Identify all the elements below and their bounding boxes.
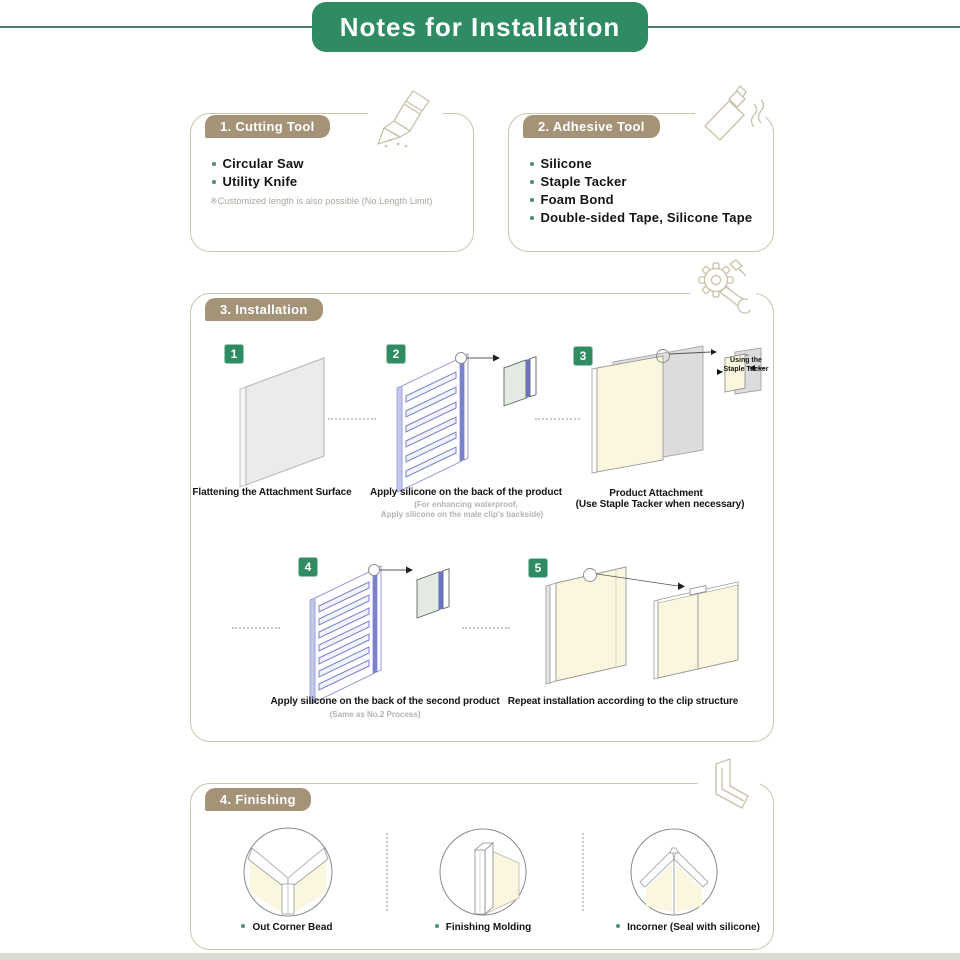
incorner-circle-diagram xyxy=(628,826,720,918)
step-3-badge: 3 xyxy=(573,346,593,366)
header-line-left xyxy=(0,26,312,28)
bullet-dot-icon xyxy=(530,180,534,184)
bullet-dot-icon xyxy=(530,198,534,202)
step-4-diagram xyxy=(305,560,455,705)
step-1-diagram xyxy=(232,352,342,492)
staple-tacker-annotation xyxy=(718,356,774,374)
bottom-bar xyxy=(0,953,960,960)
item-label: Double-sided Tape, Silicone Tape xyxy=(540,210,753,225)
page-header xyxy=(0,2,960,52)
step-5-badge: 5 xyxy=(528,558,548,578)
step-4-badge: 4 xyxy=(298,557,318,577)
step-4-caption: Apply silicone on the back of the second product xyxy=(270,696,500,707)
step-1-caption: Flattening the Attachment Surface xyxy=(192,487,352,498)
step-1-badge: 1 xyxy=(224,344,244,364)
bullet-dot-icon xyxy=(616,924,620,928)
step-4-subcaption: (Same as No.2 Process) xyxy=(329,710,421,719)
dotted-separator xyxy=(462,627,510,629)
bullet-dot-icon xyxy=(212,180,216,184)
step-2-badge: 2 xyxy=(386,344,406,364)
step-5-caption: Repeat installation according to the clip structure xyxy=(507,696,739,707)
finishing-caption-1 xyxy=(207,922,367,933)
item-label: Utility Knife xyxy=(222,174,298,189)
bullet-dot-icon xyxy=(435,924,439,928)
silicone-gun-icon xyxy=(695,84,765,150)
finishing-caption-3 xyxy=(588,922,788,933)
page-title: Notes for Installation xyxy=(312,2,649,52)
annotation-line-1: Using the xyxy=(730,357,762,364)
step-3-subcaption: (Use Staple Tacker when necessary) xyxy=(575,499,745,510)
bullet-dot-icon xyxy=(241,924,245,928)
item-label: Silicone xyxy=(540,156,592,171)
item-label: Staple Tacker xyxy=(540,174,627,189)
list-item xyxy=(530,173,752,191)
gear-wrench-icon xyxy=(690,258,756,322)
item-label: Finishing Molding xyxy=(445,922,532,933)
bullet-dot-icon xyxy=(530,216,534,220)
item-label: Circular Saw xyxy=(222,156,304,171)
step-2-caption: Apply silicone on the back of the product xyxy=(369,487,563,498)
dashed-separator xyxy=(582,833,584,911)
cutting-tool-list xyxy=(212,155,304,191)
finishing-caption-2 xyxy=(403,922,563,933)
item-label: Out Corner Bead xyxy=(252,922,333,933)
list-item xyxy=(212,155,304,173)
finishing-molding-circle-diagram xyxy=(437,826,529,918)
adhesive-tool-list xyxy=(530,155,752,227)
list-item xyxy=(530,209,752,227)
out-corner-circle-diagram xyxy=(242,826,334,918)
list-item xyxy=(212,173,304,191)
dotted-separator xyxy=(328,418,376,420)
step-2-diagram xyxy=(392,348,542,493)
header-line-right xyxy=(648,26,960,28)
step-3-caption: Product Attachment xyxy=(609,488,703,499)
bullet-dot-icon xyxy=(212,162,216,166)
step-2-subcaption-1: (For enhancing waterproof, xyxy=(414,500,518,509)
list-item xyxy=(530,155,752,173)
corner-molding-icon xyxy=(698,756,760,816)
item-label: Foam Bond xyxy=(540,192,614,207)
finishing-label: 4. Finishing xyxy=(205,788,311,811)
installation-label: 3. Installation xyxy=(205,298,323,321)
dotted-separator xyxy=(232,627,280,629)
utility-knife-icon xyxy=(368,88,443,150)
cutting-note: ※Customized length is also possible (No Length Limit) xyxy=(210,196,433,206)
dashed-separator xyxy=(386,833,388,911)
dotted-separator xyxy=(535,418,580,420)
adhesive-tool-label: 2. Adhesive Tool xyxy=(523,115,660,138)
step-2-subcaption-2: Apply silicone on the male clip's backside) xyxy=(380,510,544,519)
step-5-diagram xyxy=(542,560,752,690)
list-item xyxy=(530,191,752,209)
bullet-dot-icon xyxy=(530,162,534,166)
cutting-tool-label: 1. Cutting Tool xyxy=(205,115,330,138)
annotation-line-2: Staple Tacker xyxy=(723,366,769,373)
item-label: Incorner (Seal with silicone) xyxy=(627,922,760,933)
